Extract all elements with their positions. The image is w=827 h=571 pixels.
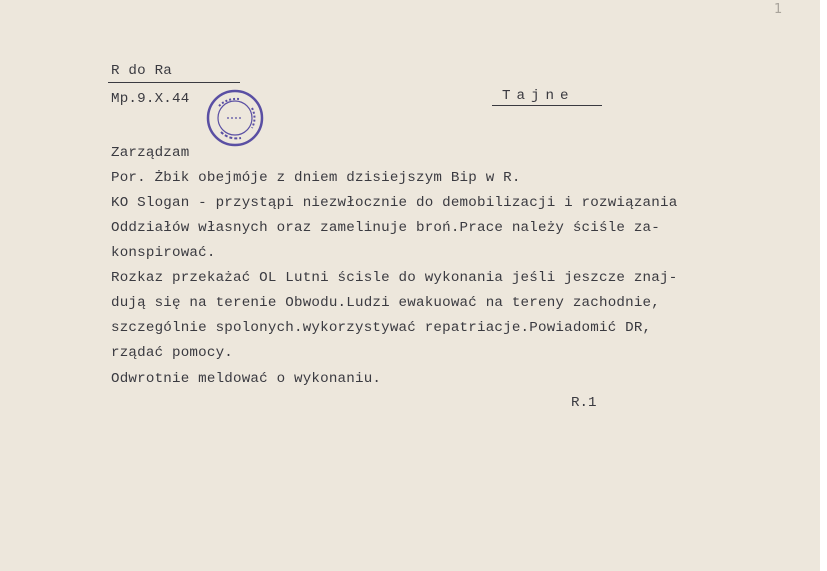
document-date: Mp.9.X.44	[111, 91, 190, 107]
scan-edge	[820, 0, 827, 571]
classification-label: Tajne	[502, 88, 575, 104]
body-line: szczególnie spolonych.wykorzystywać repatriacje.Powiadomić DR,	[111, 320, 652, 336]
body-line: KO Slogan - przystąpi niezwłocznie do demobilizacji i rozwiązania	[111, 195, 678, 211]
body-line: Por. Żbik obejmóje z dniem dzisiejszym Bip w R.	[111, 170, 521, 186]
classification-underline	[492, 105, 602, 106]
circular-stamp	[205, 88, 265, 148]
body-line: Zarządzam	[111, 145, 190, 161]
stamp-seal-icon	[205, 88, 265, 148]
page-number-mark: 1	[774, 2, 783, 17]
reference-underline	[108, 82, 240, 83]
body-line: dują się na terenie Obwodu.Ludzi ewakuować na tereny zachodnie,	[111, 295, 660, 311]
body-line: Oddziałów własnych oraz zamelinuje broń.Prace należy ściśle za-	[111, 220, 660, 236]
body-line: Odwrotnie meldować o wykonaniu.	[111, 371, 382, 387]
body-line: Rozkaz przekażać OL Lutni ścisle do wykonania jeśli jeszcze znaj-	[111, 270, 678, 286]
signature: R.1	[571, 395, 597, 411]
reference-line: R do Ra	[111, 63, 172, 79]
body-line: konspirować.	[111, 245, 216, 261]
body-line: rządać pomocy.	[111, 345, 233, 361]
